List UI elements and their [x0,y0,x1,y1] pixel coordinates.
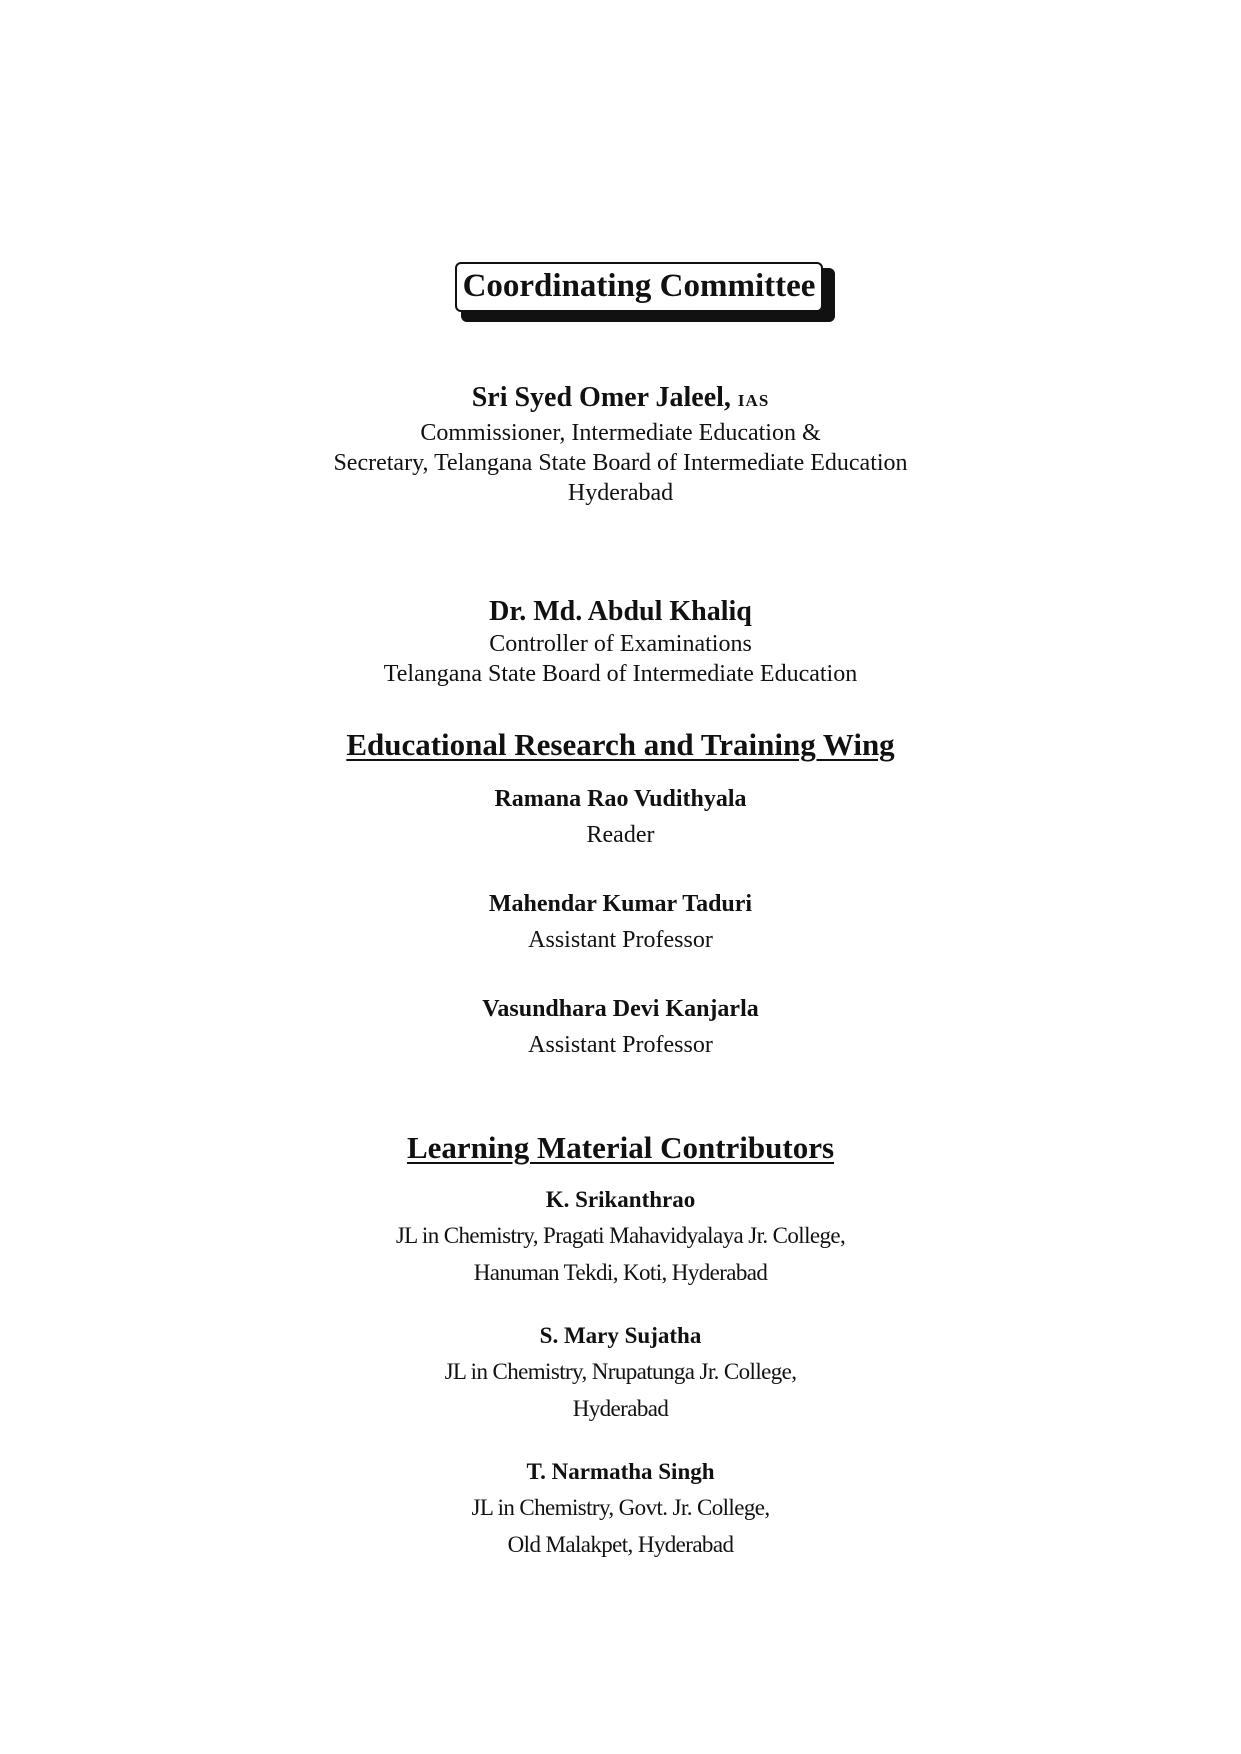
member-line: Hyderabad [567,480,674,506]
contributor-1 [0,1185,1241,1291]
contributor-name: T. Narmatha Singh [526,1459,715,1484]
member-role: Assistant Professor [528,1032,713,1058]
member-name [0,381,1241,418]
member-role: Reader [586,822,655,848]
member-name-text: Sri Syed Omer Jaleel, [471,382,731,413]
member-name: Mahendar Kumar Taduri [488,891,753,917]
research-member-3 [0,994,1241,1060]
research-wing-heading: Educational Research and Training Wing [346,727,895,762]
committee-member-1 [0,381,1241,508]
member-line: Commissioner, Intermediate Education & [420,420,821,446]
committee-title: Coordinating Committee [455,262,823,312]
member-role: Assistant Professor [528,927,713,953]
contributor-line: Hanuman Tekdi, Koti, Hyderabad [473,1260,768,1285]
member-line: Controller of Examinations [489,631,752,657]
contributor-name: S. Mary Sujatha [539,1323,702,1348]
contributor-line: JL in Chemistry, Nrupatunga Jr. College, [444,1359,797,1384]
contributors-heading: Learning Material Contributors [406,1130,835,1165]
member-name: Vasundhara Devi Kanjarla [482,996,759,1022]
member-line: Telangana State Board of Intermediate Education [383,661,858,687]
contributor-name: K. Srikanthrao [545,1187,696,1212]
contributor-line: Old Malakpet, Hyderabad [507,1532,734,1557]
member-name-suffix: IAS [737,391,770,410]
committee-member-2 [0,595,1241,689]
research-member-2 [0,889,1241,955]
contributor-line: Hyderabad [572,1396,669,1421]
member-line: Secretary, Telangana State Board of Intermediate Education [333,450,908,476]
research-member-1 [0,784,1241,850]
contributor-2 [0,1321,1241,1427]
contributor-line: JL in Chemistry, Govt. Jr. College, [471,1495,770,1520]
member-name: Ramana Rao Vudithyala [494,786,747,812]
committee-title-box [455,262,835,322]
contributor-line: JL in Chemistry, Pragati Mahavidyalaya Jr. College, [395,1223,846,1248]
contributor-3 [0,1457,1241,1563]
member-name: Dr. Md. Abdul Khaliq [489,596,752,627]
